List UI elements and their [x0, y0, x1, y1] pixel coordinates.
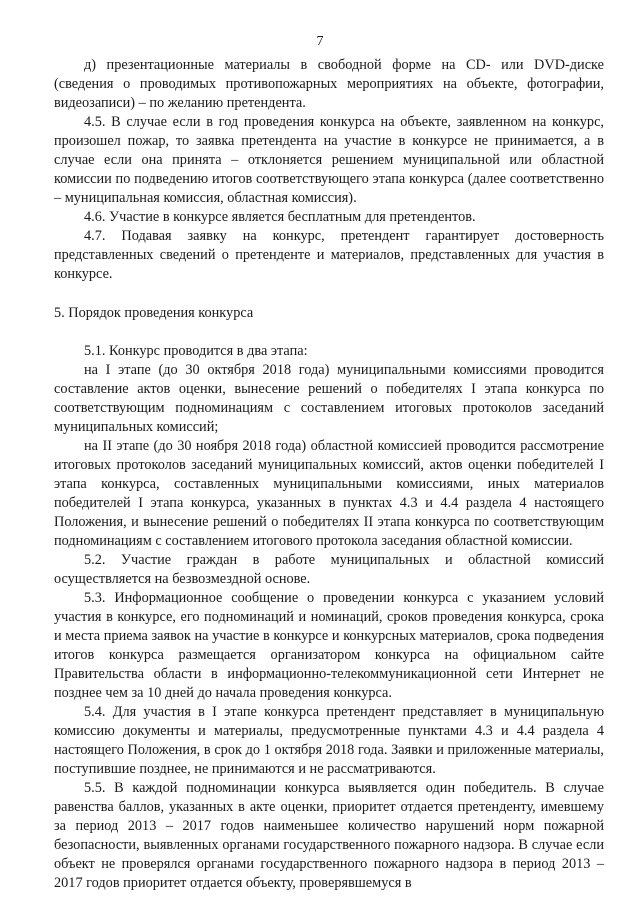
paragraph-5-5: 5.5. В каждой подноминации конкурса выявляется один победитель. В случае равенства баллов, указанных в акте оценки, приоритет отдается претенденту, имевшему за период 2013 – 2017 годов наименьшее количество нарушений норм пожарной безопасности, выявленных органами государственного пожарного надзора. В случае если объект не проверялся органами государственного пожарного надзора в период 2013 – 2017 годов приоритет отдается объекту, проверявшемуся в — [54, 780, 604, 891]
paragraph-5-1: 5.1. Конкурс проводится в два этапа: — [84, 343, 308, 359]
paragraph-5-3: 5.3. Информационное сообщение о проведении конкурса с указанием условий участия в конкурсе, его подноминаций и номинаций, сроков проведения конкурса, срока и места приема заявок на участие в конкурсе и конкурсных материалов, срока подведения итогов конкурса размещается организатором конкурса на официальном сайте Правительства области в информационно-телекоммуникационной сети Интернет не позднее чем за 10 дней до начала проведения конкурса. — [54, 590, 604, 701]
paragraph-stage-1: на I этапе (до 30 октября 2018 года) муниципальными комиссиями проводится составление актов оценки, вынесение решений о победителях I этапа конкурса по соответствующим подноминациям с составлением итоговых протоколов заседаний муниципальных комиссий; — [54, 362, 604, 435]
paragraph-stage-2: на II этапе (до 30 ноября 2018 года) областной комиссией проводится рассмотрение итоговых протоколов заседаний муниципальных комиссий, актов оценки победителей I этапа конкурса, составленных муниципальными комиссиями, иных материалов победителей I этапа конкурса, указанных в пунктах 4.3 и 4.4 раздела 4 настоящего Положения, и вынесение решений о победителях II этапа конкурса по соответствующим подноминациям с составлением итогового протокола заседания областной комиссии. — [54, 438, 604, 549]
paragraph-4-6: 4.6. Участие в конкурсе является бесплатным для претендентов. — [84, 209, 476, 225]
document-body — [54, 56, 604, 893]
section-title: 5. Порядок проведения конкурса — [54, 305, 254, 321]
page-number: 7 — [316, 34, 324, 49]
paragraph-5-4: 5.4. Для участия в I этапе конкурса претендент представляет в муниципальную комиссию документы и материалы, предусмотренные пунктами 4.3 и 4.4 раздела 4 настоящего Положения, в срок до 1 октября 2018 года. Заявки и приложенные материалы, поступившие позднее, не принимаются и не рассматриваются. — [54, 704, 604, 777]
paragraph-presentation-materials: д) презентационные материалы в свободной форме на CD- или DVD-диске (сведения о проводимых противопожарных мероприятиях на объекте, фотографии, видеозаписи) – по желанию претендента. — [54, 57, 604, 111]
paragraph-4-7: 4.7. Подавая заявку на конкурс, претендент гарантирует достоверность представленных сведений о претенденте и материалов, представленных для участия в конкурсе. — [54, 228, 604, 282]
paragraph-4-5: 4.5. В случае если в год проведения конкурса на объекте, заявленном на конкурс, произошел пожар, то заявка претендента на участие в конкурсе не принимается, а в случае если она принята – отклоняется решением муниципальной или областной комиссии по подведению итогов соответствующего этапа конкурса (далее соответственно – муниципальная комиссия, областная комиссия). — [54, 114, 604, 206]
paragraph-5-2: 5.2. Участие граждан в работе муниципальных и областной комиссий осуществляется на безвозмездной основе. — [54, 552, 604, 587]
